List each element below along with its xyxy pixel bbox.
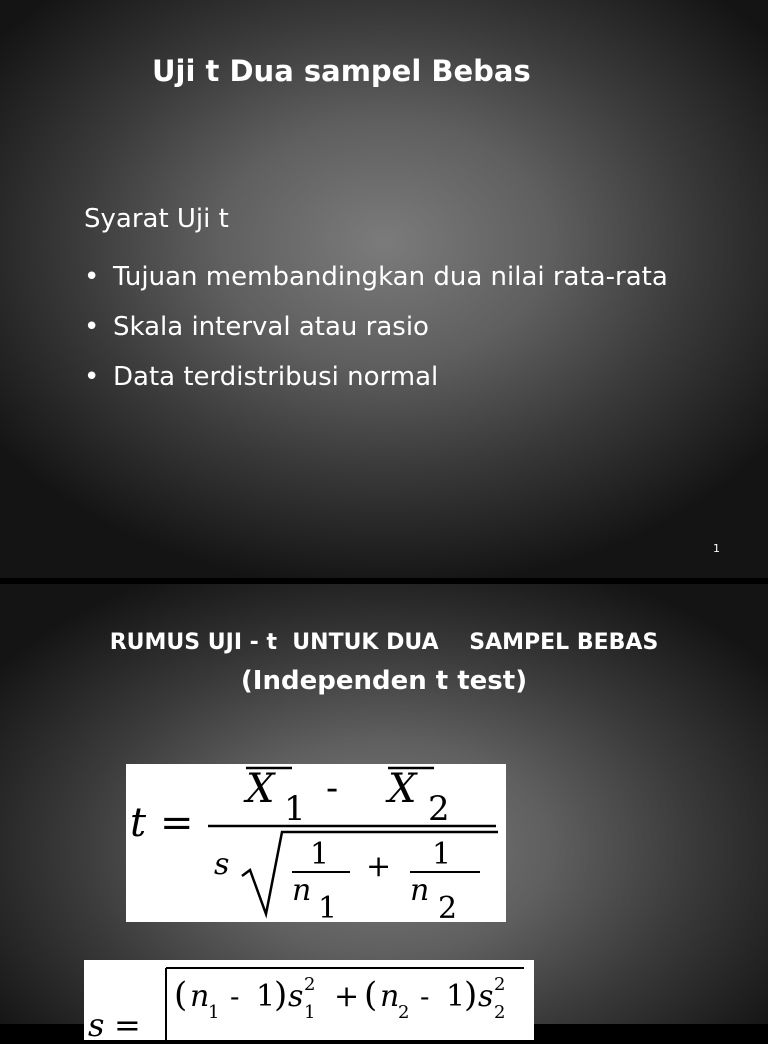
bullet-item	[84, 252, 668, 302]
formula-one-a: 1	[310, 837, 330, 872]
bullet-icon: •	[84, 362, 100, 392]
formula2-one1: 1	[256, 979, 276, 1014]
section-heading: Syarat Uji t	[84, 204, 229, 234]
slide-subtitle: (Independen t test)	[240, 666, 528, 696]
formula2-n2-sub: 2	[398, 1002, 410, 1023]
pooled-variance-formula	[84, 960, 534, 1044]
t-test-formula-svg	[126, 764, 506, 926]
formula2-rp2: )	[464, 975, 478, 1015]
formula2-n1: n	[190, 979, 210, 1014]
formula-one-b: 1	[432, 837, 452, 872]
formula-x1-sub: 1	[284, 789, 306, 829]
pooled-variance-svg	[84, 960, 534, 1044]
formula2-n1-sub: 1	[208, 1002, 220, 1023]
formula-n1: n	[292, 873, 312, 908]
formula2-s1-sub: 1	[304, 1002, 316, 1023]
bullet-item	[84, 352, 668, 402]
bullet-text: Skala interval atau rasio	[113, 312, 429, 342]
formula2-s2-sub: 2	[494, 1002, 506, 1023]
formula2-minus2: -	[420, 980, 430, 1013]
bullet-list	[84, 252, 668, 402]
formula2-minus1: -	[230, 980, 240, 1013]
formula-plus: +	[366, 849, 392, 884]
formula-n2-sub: 2	[438, 891, 458, 926]
formula-n1-sub: 1	[318, 891, 338, 926]
formula-s: s	[214, 847, 230, 882]
formula-t: t	[130, 800, 147, 846]
slide-2	[0, 584, 768, 1044]
formula2-s2-sup: 2	[494, 974, 506, 995]
slide-title: Uji t Dua sampel Bebas	[152, 54, 531, 88]
formula2-s: s	[88, 1006, 105, 1044]
bullet-icon: •	[84, 262, 100, 292]
formula2-lp2: (	[364, 975, 378, 1015]
formula-x2: X	[388, 766, 417, 812]
page-number: 1	[713, 542, 720, 555]
formula2-s1: s	[288, 979, 304, 1014]
bullet-icon: •	[84, 312, 100, 342]
formula2-lp1: (	[174, 975, 188, 1015]
formula-x2-sub: 2	[428, 789, 450, 829]
formula2-n2: n	[380, 979, 400, 1014]
bullet-text: Data terdistribusi normal	[113, 362, 439, 392]
slide-title: RUMUS UJI - t UNTUK DUA SAMPEL BEBAS	[109, 630, 659, 655]
formula2-one2: 1	[446, 979, 466, 1014]
formula-minus: -	[326, 768, 339, 809]
formula2-s2: s	[478, 979, 494, 1014]
formula-equals: =	[160, 800, 194, 846]
t-test-formula	[126, 764, 506, 926]
bullet-item	[84, 302, 668, 352]
formula-x1: X	[246, 766, 275, 812]
formula-n2: n	[410, 873, 430, 908]
formula2-equals: =	[114, 1006, 141, 1044]
formula2-plus: +	[334, 979, 360, 1014]
bullet-text: Tujuan membandingkan dua nilai rata-rata	[113, 262, 668, 292]
formula2-rp1: )	[274, 975, 288, 1015]
formula2-s1-sup: 2	[304, 974, 316, 995]
